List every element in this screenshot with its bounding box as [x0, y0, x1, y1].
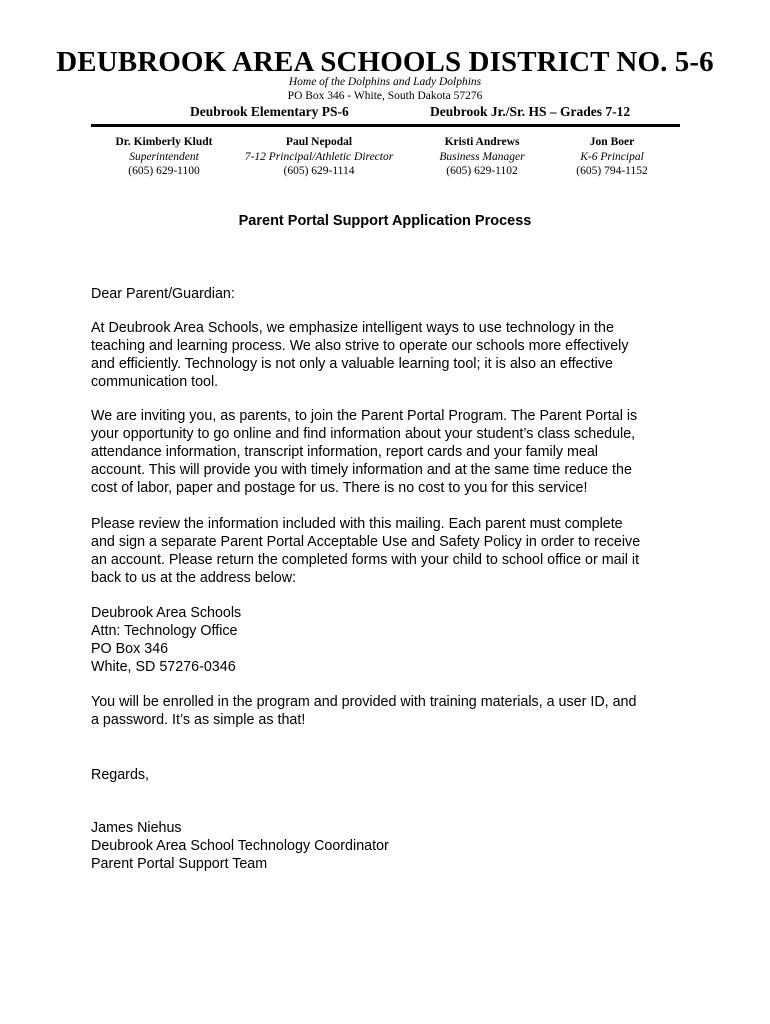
school-elementary: Deubrook Elementary PS-6 — [190, 104, 349, 119]
text-line: teaching and learning process. We also strive to operate our schools more effectively — [91, 338, 629, 354]
text-line: a password. It’s as simple as that! — [91, 712, 306, 728]
text-line: You will be enrolled in the program and provided with training materials, a user ID, and — [91, 694, 637, 710]
text-line: back to us at the address below: — [91, 570, 297, 586]
address-line: Attn: Technology Office — [91, 623, 238, 639]
text-line: communication tool. — [91, 374, 219, 390]
staff-contact — [564, 135, 660, 179]
text-line: and efficiently. Technology is not only a valuable learning tool; it is also an effective — [91, 356, 613, 372]
staff-title: 7-12 Principal/Athletic Director — [244, 150, 394, 163]
tagline: Home of the Dolphins and Lady Dolphins — [288, 76, 482, 88]
staff-name: Dr. Kimberly Kludt — [115, 136, 213, 148]
staff-name: Kristi Andrews — [444, 136, 520, 148]
return-address — [91, 604, 681, 676]
staff-title: K-6 Principal — [580, 150, 644, 163]
text-line: At Deubrook Area Schools, we emphasize intelligent ways to use technology in the — [91, 320, 614, 336]
address-line: White, SD 57276-0346 — [91, 659, 236, 675]
staff-phone: (605) 794-1152 — [576, 165, 648, 177]
text-line: cost of labor, paper and postage for us. There is no cost to you for this service! — [91, 480, 588, 496]
paragraph-instructions — [91, 515, 681, 587]
staff-contact — [104, 135, 224, 179]
paragraph-intro — [91, 319, 681, 391]
text-line: Please review the information included with this mailing. Each parent must complete — [91, 516, 623, 532]
text-line: and sign a separate Parent Portal Acceptable Use and Safety Policy in order to receive — [91, 534, 641, 550]
staff-phone: (605) 629-1114 — [283, 165, 355, 177]
signature-role: Deubrook Area School Technology Coordinator — [91, 838, 389, 854]
address-line: Deubrook Area Schools — [91, 605, 242, 621]
salutation: Dear Parent/Guardian: — [91, 286, 235, 302]
text-line: an account. Please return the completed forms with your child to school office or mail it — [91, 552, 640, 568]
address-line: PO Box 346 — [91, 641, 169, 657]
staff-title: Superintendent — [129, 150, 199, 163]
staff-phone: (605) 629-1100 — [128, 165, 200, 177]
staff-name: Jon Boer — [589, 136, 635, 148]
signature-block — [91, 819, 681, 873]
staff-name: Paul Nepodal — [285, 136, 353, 148]
header-divider — [91, 124, 680, 127]
paragraph-enrollment — [91, 693, 681, 729]
district-address: PO Box 346 - White, South Dakota 57276 — [287, 90, 483, 102]
staff-contact — [234, 135, 404, 179]
document-title: Parent Portal Support Application Process — [238, 213, 532, 229]
staff-phone: (605) 629-1102 — [446, 165, 518, 177]
text-line: attendance information, transcript information, report cards and your family meal — [91, 444, 598, 460]
staff-contact — [420, 135, 544, 179]
signature-name: James Niehus — [91, 820, 182, 836]
school-high-school: Deubrook Jr./Sr. HS – Grades 7-12 — [430, 104, 631, 119]
signature-team: Parent Portal Support Team — [91, 856, 268, 872]
district-title: DEUBROOK AREA SCHOOLS DISTRICT NO. 5-6 — [56, 46, 714, 78]
paragraph-invitation — [91, 407, 681, 497]
text-line: your opportunity to go online and find information about your student’s class schedule, — [91, 426, 636, 442]
closing: Regards, — [91, 767, 150, 783]
text-line: account. This will provide you with timely information and at the same time reduce the — [91, 462, 632, 478]
text-line: We are inviting you, as parents, to join the Parent Portal Program. The Parent Portal is — [91, 408, 638, 424]
staff-title: Business Manager — [439, 150, 525, 163]
